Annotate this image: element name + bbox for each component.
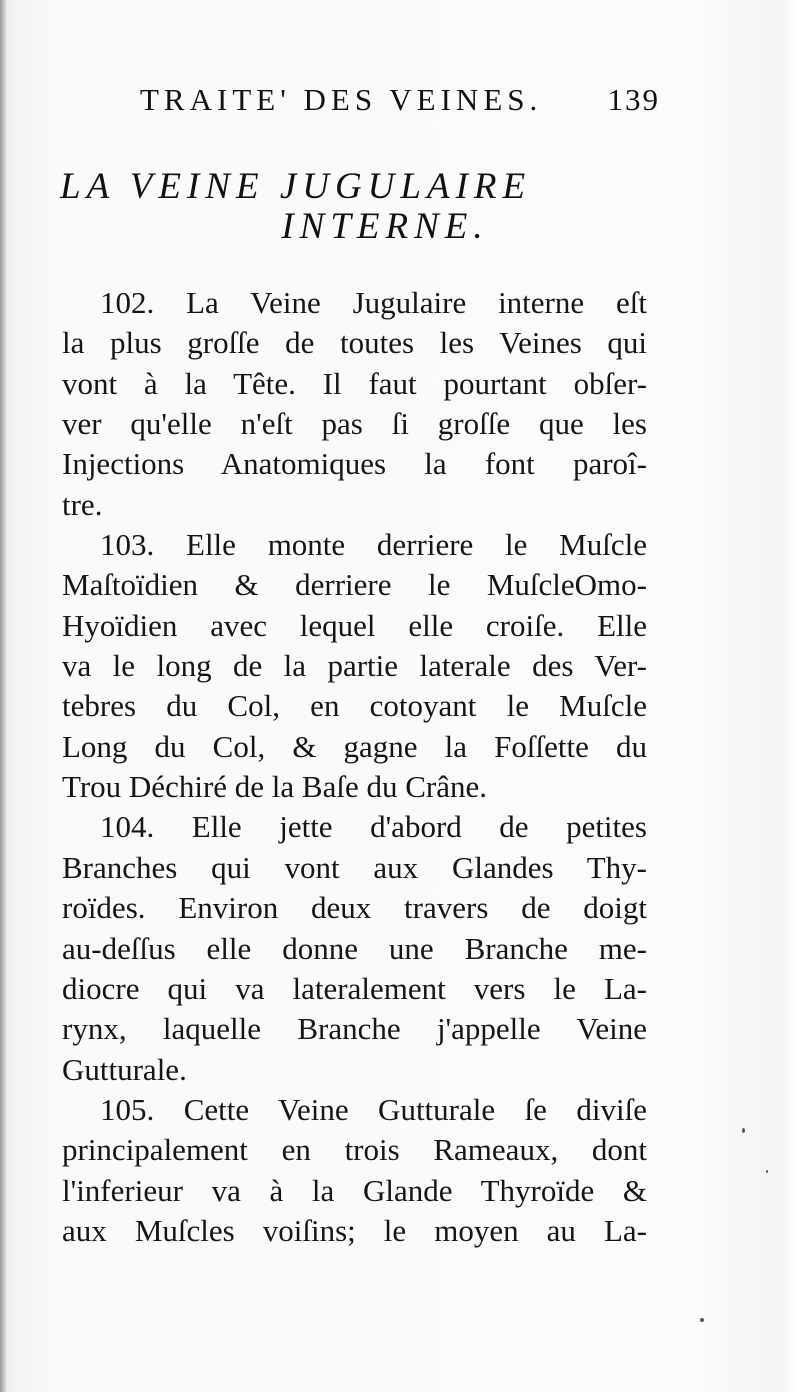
text-line: Trou Déchiré de la Baſe du Crâne. (62, 769, 487, 805)
running-head (140, 82, 660, 118)
text-line: 105. Cette Veine Gutturale ſe diviſe (100, 1091, 647, 1127)
page-speck (766, 1170, 768, 1173)
text-line: Branches qui vont aux Glandes Thy- (62, 849, 647, 885)
text-line: tre. (62, 486, 103, 522)
page-speck (742, 1128, 745, 1133)
text-line: roïdes. Environ deux travers de doigt (62, 890, 647, 926)
text-line: Maſtoïdien & derriere le MuſcleOmo- (62, 567, 647, 603)
text-line: la plus groſſe de toutes les Veines qui (62, 325, 647, 361)
page-speck (700, 1318, 704, 1322)
text-line: Injections Anatomiques la font paroî- (62, 446, 647, 482)
text-line: 104. Elle jette d'abord de petites (100, 809, 647, 845)
text-line: principalement en trois Rameaux, dont (62, 1132, 647, 1168)
text-line: aux Muſcles voiſins; le moyen au La- (62, 1212, 647, 1248)
text-line: diocre qui va lateralement vers le La- (62, 970, 647, 1006)
text-line: Gutturale. (62, 1051, 187, 1087)
running-head-title: TRAITE' DES VEINES. (140, 82, 543, 117)
text-line: Long du Col, & gagne la Foſſette du (62, 728, 647, 764)
text-line: Hyoïdien avec lequel elle croiſe. Elle (62, 607, 647, 643)
text-line: l'inferieur va à la Glande Thyroïde & (62, 1172, 647, 1208)
text-line: vont à la Tête. Il faut pourtant obſer- (62, 365, 647, 401)
page-number: 139 (607, 82, 660, 117)
body-text (62, 283, 647, 1251)
section-title-line-1: LA VEINE JUGULAIRE (60, 166, 532, 207)
text-line: tebres du Col, en cotoyant le Muſcle (62, 688, 647, 724)
section-title-line-2: INTERNE. (281, 206, 489, 247)
text-line: va le long de la partie laterale des Ver- (62, 648, 647, 684)
text-line: 103. Elle monte derriere le Muſcle (100, 527, 647, 563)
text-line: 102. La Veine Jugulaire interne eſt (100, 285, 647, 320)
text-line: ver qu'elle n'eſt pas ſi groſſe que les (62, 406, 647, 442)
text-line: au-deſſus elle donne une Branche me- (62, 930, 647, 966)
page-gutter-shadow (0, 0, 6, 1392)
text-line: rynx, laquelle Branche j'appelle Veine (62, 1011, 647, 1047)
